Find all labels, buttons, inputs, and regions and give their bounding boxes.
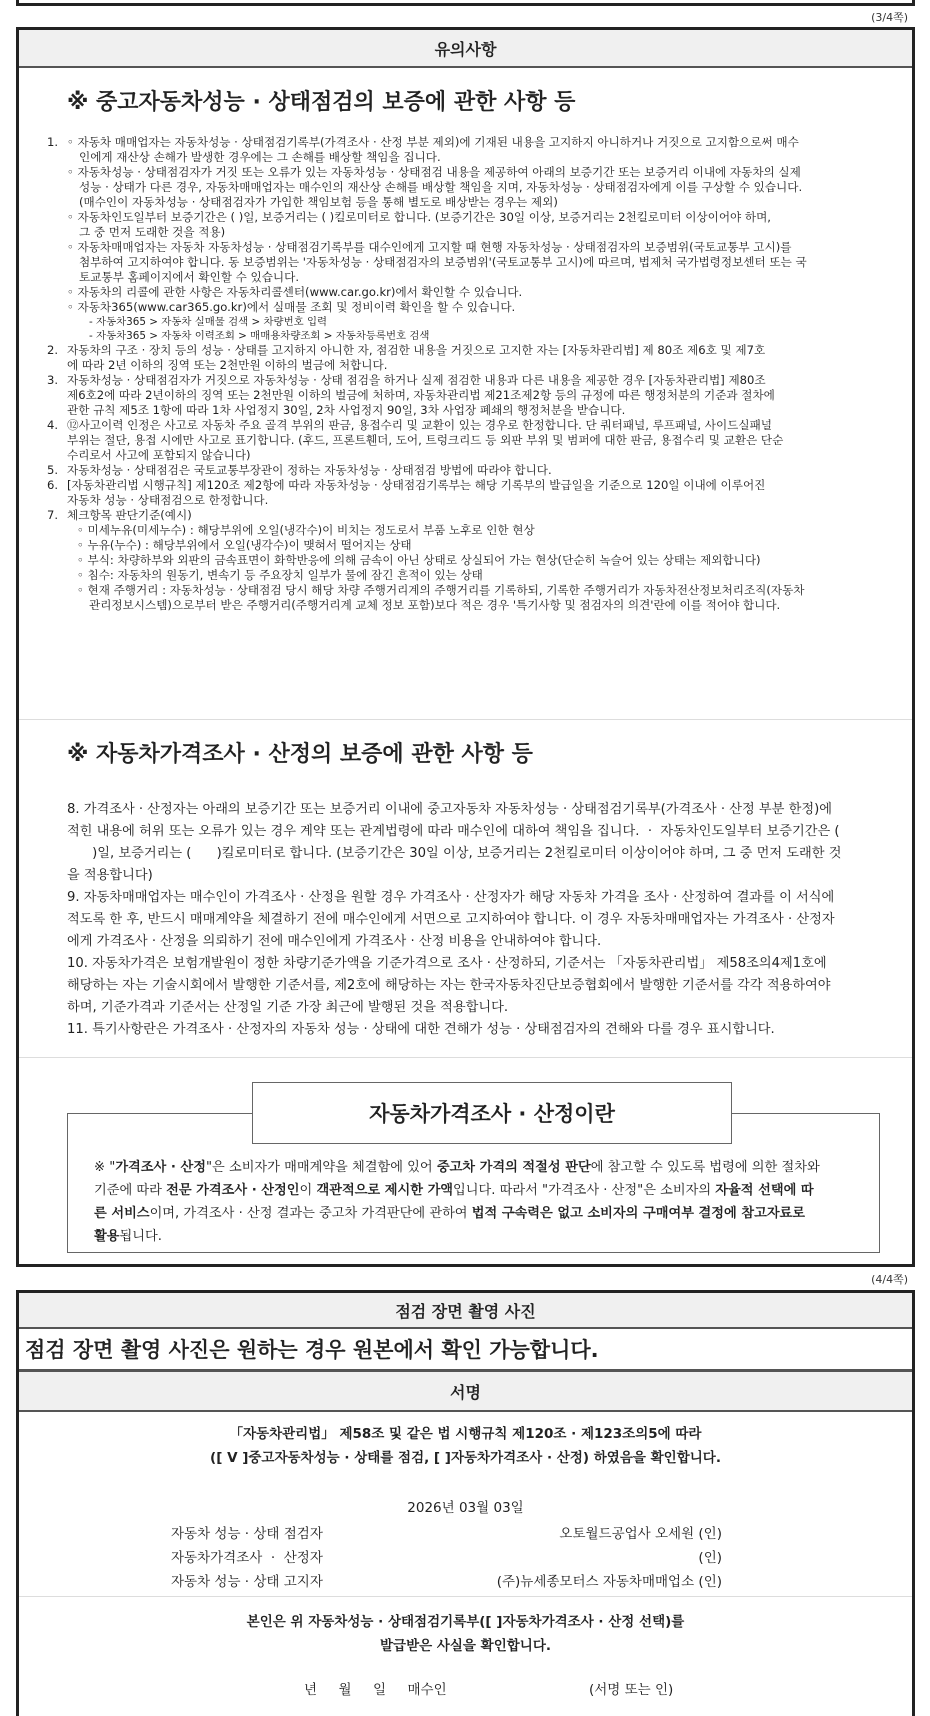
frame-text-segment: ※ " [94,1160,116,1175]
notice-item [47,418,907,463]
check-item-line: ◦ 부식: 차량하부와 외판의 금속표면이 화학반응에 의해 금속이 아닌 상태로 상실되어 가는 현상(단순히 녹슬어 있는 상태는 제외합니다) [77,553,761,567]
law-line: 「자동차관리법」 제58조 및 같은 법 시행규칙 제120조 · 제123조의5에 따라 [229,1426,702,1442]
paragraph-line: 10. 자동차가격은 보험개발원이 정한 차량기준가액을 기준가격으로 조사 · 산정하되, 기준서는 「자동차관리법」 제58조의4제1호에 [67,956,827,971]
price-guarantee-paragraphs [67,799,907,1041]
notice-item [47,285,907,300]
emphasis-text: 객관적으로 제시한 가액 [316,1183,454,1198]
notice-item [47,508,907,523]
item-number: 5. [47,463,59,477]
price-definition-title: 자동차가격조사 · 산정이란 [252,1082,732,1144]
notice-item [47,343,907,373]
check-item-line: ◦ 현재 주행거리 : 자동차성능 · 상태점검 당시 해당 차량 주행거리계의 주행거리를 기록하되, 기록한 주행거리가 자동차전산정보처리조직(자동차 [77,583,805,597]
item-number: 7. [47,508,59,522]
signature-confirmation [19,1422,912,1470]
item-line: 에 따라 2년 이하의 징역 또는 2천만원 이하의 벌금에 처합니다. [67,358,388,372]
frame-text-segment: 기준에 따라 [94,1183,167,1198]
signature-label: 자동차 성능 · 상태 점검자 [171,1526,323,1542]
section2-title: ※ 자동차가격조사 · 산정의 보증에 관한 사항 등 [67,742,533,767]
paragraph-line: 9. 자동차매매업자는 매수인이 가격조사 · 산정을 원할 경우 가격조사 · 산정자가 해당 자동차 가격을 조사 · 산정하여 결과를 이 서식에 [67,890,835,905]
item-line: 자동차성능 · 상태점검은 국토교통부장관이 정하는 자동차성능 · 상태점검 방법에 따라야 합니다. [67,463,552,477]
signature-label: 자동차 성능 · 상태 고지자 [171,1574,323,1590]
item-line: 첨부하여 고지하여야 합니다. 동 보증범위는 '자동차성능 · 상태점검자의 보증범위'(국토교통부 고시)에 따르며, 법제처 국가법령정보센터 또는 국 [79,255,807,269]
frame-line [94,1225,853,1248]
notice-item [47,373,907,418]
notice-item [47,210,907,240]
frame-text-segment: 입니다. 따라서 "가격조사 · 산정"은 소비자의 [453,1183,716,1198]
item-line: ◦ 자동차매매업자는 자동차 자동차성능 · 상태점검기록부를 대수인에게 고지할 때 현행 자동차성능 · 상태점검자의 보증범위(국토교통부 고시)를 [67,240,792,254]
item-number: 3. [47,373,59,387]
notice-list [47,135,907,613]
paragraph-line: 하며, 기준가격과 기준서는 산정일 기준 가장 최근에 발행된 것을 적용합니다. [67,1000,509,1015]
divider [19,719,912,720]
section1-title: ※ 중고자동차성능 · 상태점검의 보증에 관한 사항 등 [67,90,576,115]
item-line: [자동차관리법 시행규칙] 제120조 제2항에 따라 자동차성능 · 상태점검기록부는 해당 기록부의 발급일을 기준으로 120일 이내에 이루어진 [67,478,766,492]
check-item-line: ◦ 침수: 자동차의 원동기, 변속기 등 주요장치 일부가 물에 잠긴 흔적이 있는 상태 [77,568,483,582]
item-number: 1. [47,135,59,149]
paragraph-line: 에게 가격조사 · 산정을 의뢰하기 전에 매수인에게 가격조사 · 산정 비용을 안내하여야 합니다. [67,934,602,949]
emphasis-text: 가격조사 · 산정 [115,1160,206,1175]
emphasis-text: 전문 가격조사 · 산정인 [166,1183,300,1198]
item-line: ◦ 자동차 매매업자는 자동차성능 · 상태점검기록부(가격조사 · 산정 부분 제외)에 기재된 내용을 고지하지 아니하거나 거짓으로 고지함으로써 매수 [67,135,799,149]
item-line: ⑫사고이력 인정은 사고로 자동차 주요 골격 부위의 판금, 용접수리 및 교환이 있는 경우로 한정합니다. 단 쿼터패널, 루프패널, 사이드실패널 [67,418,772,432]
previous-page-border [16,0,915,6]
item-line: ◦ 자동차365(www.car365.go.kr)에서 실매물 조회 및 정비이력 확인을 할 수 있습니다. [67,300,516,314]
paragraph-line: 11. 특기사항란은 가격조사 · 산정자의 자동차 성능 · 상태에 대한 견해가 성능 · 상태점검자의 견해와 다를 경우 표시합니다. [67,1022,775,1037]
item-line: 자동차 성능 · 상태점검으로 한정합니다. [67,493,269,507]
confirm-line: ([ V ]중고자동차성능 · 상태를 점검, [ ]자동차가격조사 · 산정) 하였음을 확인합니다. [210,1450,721,1466]
sub-item-line: - 자동차365 > 자동차 이력조회 > 매매용차량조회 > 자동차등록번호 검색 [89,330,430,342]
item-number: 6. [47,478,59,492]
item-line: 토교통부 홈페이지에서 확인할 수 있습니다. [79,270,300,284]
frame-text-segment: 이며, 가격조사 · 산정 결과는 중고차 가격판단에 관하여 [149,1206,472,1221]
page-number-4: (4/4쪽) [871,1273,908,1286]
buyer-signature: (서명 또는 인) [589,1682,674,1698]
signature-label: 자동차가격조사 · 산정자 [171,1550,323,1566]
emphasis-text: 활용 [94,1229,120,1244]
check-item-line: ◦ 미세누유(미세누수) : 해당부위에 오일(냉각수)이 비치는 정도로서 부품 노후로 인한 현상 [77,523,535,537]
frame-text-segment: 됩니다. [119,1229,162,1244]
paragraph-line: 적힌 내용에 허위 또는 오류가 있는 경우 계약 또는 관계법령에 따라 매수인에 대하여 책임을 집니다. · 자동차인도일부터 보증기간은 ( [67,824,840,839]
signature-value: (주)뉴세종모터스 자동차매매업소 (인) [496,1574,722,1590]
divider [19,1057,912,1058]
photo-note: 점검 장면 촬영 사진은 원하는 경우 원본에서 확인 가능합니다. [19,1329,912,1371]
emphasis-text: 중고차 가격의 적절성 판단 [436,1160,591,1175]
item-line: 그 중 먼저 도래한 것을 적용) [79,225,226,239]
page4-section [16,1290,915,1716]
photo-header: 점검 장면 촬영 사진 [19,1290,912,1329]
signature-value: 오토월드공업사 오세원 (인) [559,1526,722,1542]
emphasis-text: 자율적 선택에 따 [715,1183,814,1198]
paragraph-line: 적도록 한 후, 반드시 매매계약을 체결하기 전에 매수인에게 서면으로 고지하여야 합니다. 이 경우 자동차매매업자는 가격조사 · 산정자 [67,912,835,927]
emphasis-text: 른 서비스 [94,1206,150,1221]
item-line: 관한 규칙 제5조 1항에 따라 1차 사업정지 30일, 2차 사업정지 90일, 3차 사업장 폐쇄의 행정처분을 받습니다. [67,403,626,417]
frame-line [94,1156,853,1179]
notice-item [47,165,907,210]
item-number: 4. [47,418,59,432]
item-line: (매수인이 자동차성능 · 상태점검자가 가입한 책임보험 등을 통해 별도로 배상받는 경우는 제외) [79,195,558,209]
item-line: ◦ 자동차인도일부터 보증기간은 ( )일, 보증거리는 ( )킬로미터로 합니다. (보증기간은 30일 이상, 보증거리는 2천킬로미터 이상이어야 하며, [67,210,771,224]
signature-value: (인) [698,1550,722,1566]
buyer-line-1: 본인은 위 자동차성능 · 상태점검기록부([ ]자동차가격조사 · 산정 선택)를 [246,1614,685,1630]
item-line: 부위는 절단, 용접 시에만 사고로 표기합니다. (후드, 프론트휀더, 도어, 트렁크리드 등 외판 부위 및 범퍼에 대한 판금, 용접수리 및 교환은 단순 [67,433,784,447]
frame-line [94,1202,853,1225]
item-line: 자동차성능 · 상태점검자가 거짓으로 자동차성능 · 상태 점검을 하거나 실제 점검한 내용과 다른 내용을 제공한 경우 [자동차관리법] 제80조 [67,373,766,387]
page-number-3: (3/4쪽) [871,11,908,24]
signature-header: 서명 [19,1371,912,1412]
item-line: ◦ 자동차성능 · 상태점검자가 거짓 또는 오류가 있는 자동차성능 · 상태점검 내용을 제공하여 아래의 보증기간 또는 보증거리 이내에 자동차의 실제 [67,165,801,179]
item-number: 2. [47,343,59,357]
divider [19,1596,912,1597]
price-definition-text [94,1156,853,1248]
notice-item [47,240,907,285]
item-line: 인에게 재산상 손해가 발생한 경우에는 그 손해를 배상할 책임을 집니다. [79,150,441,164]
buyer-date: 년 월 일 매수인 [304,1682,447,1698]
check-item-line: 관리정보시스템)으로부터 받은 주행거리(주행거리계 교체 정보 포함)보다 적은 경우 '특기사항 및 점검자의 의견'란에 이를 적어야 합니다. [89,598,781,612]
frame-line [94,1179,853,1202]
item-line: 자동차의 구조 · 장치 등의 성능 · 상태를 고지하지 아니한 자, 점검한 내용을 거짓으로 고지한 자는 [자동차관리법] 제 80조 제6호 및 제7호 [67,343,766,357]
item-line: 성능 · 상태가 다른 경우, 자동차매매업자는 매수인의 재산상 손해를 배상할 책임을 지며, 자동차성능 · 상태점검자에게 이를 구상할 수 있습니다. [79,180,803,194]
paragraph-line: )일, 보증거리는 ( )킬로미터로 합니다. (보증기간은 30일 이상, 보증거리는 2천킬로미터 이상이어야 하며, 그 중 먼저 도래한 것 [67,846,842,861]
paragraph-line: 8. 가격조사 · 산정자는 아래의 보증기간 또는 보증거리 이내에 중고자동차 자동차성능 · 상태점검기록부(가격조사 · 산정 부분 한정)에 [67,802,832,817]
emphasis-text: 법적 구속력은 없고 소비자의 구매여부 결정에 참고자료로 [471,1206,806,1221]
signature-date: 2026년 03월 03일 [407,1500,524,1516]
notice-header: 유의사항 [19,27,912,68]
paragraph-line: 을 적용합니다) [67,868,153,883]
item-line: ◦ 자동차의 리콜에 관한 사항은 자동차리콜센터(www.car.go.kr)에서 확인할 수 있습니다. [67,285,523,299]
notice-item [47,135,907,165]
frame-text-segment: "은 소비자가 매매계약을 체결함에 있어 [205,1160,437,1175]
notice-section [16,27,915,1267]
item-line: 제6호2에 따라 2년이하의 징역 또는 2천만원 이하의 벌금에 처하며, 자동차관리법 제21조제2항 등의 규정에 따른 행정처분의 기준과 절차에 [67,388,775,402]
frame-text-segment: 이 [299,1183,317,1198]
item-line: 체크항목 판단기준(예시) [67,508,192,522]
frame-text-segment: 에 참고할 수 있도록 법령에 의한 절차와 [590,1160,820,1175]
item-line: 수리로서 사고에 포함되지 않습니다) [67,448,251,462]
notice-item [47,300,907,315]
paragraph-line: 해당하는 자는 기술시회에서 발행한 기준서를, 제2호에 해당하는 자는 한국자동차진단보증협회에서 발행한 기준서를 각각 적용하여야 [67,978,831,993]
buyer-confirmation [19,1610,912,1658]
check-item-line: ◦ 누유(누수) : 해당부위에서 오일(냉각수)이 맺혀서 떨어지는 상태 [77,538,412,552]
notice-item [47,478,907,508]
buyer-line-2: 발급받은 사실을 확인합니다. [379,1638,552,1654]
sub-item-line: - 자동차365 > 자동차 실매물 검색 > 차량번호 입력 [89,316,328,328]
notice-item [47,463,907,478]
